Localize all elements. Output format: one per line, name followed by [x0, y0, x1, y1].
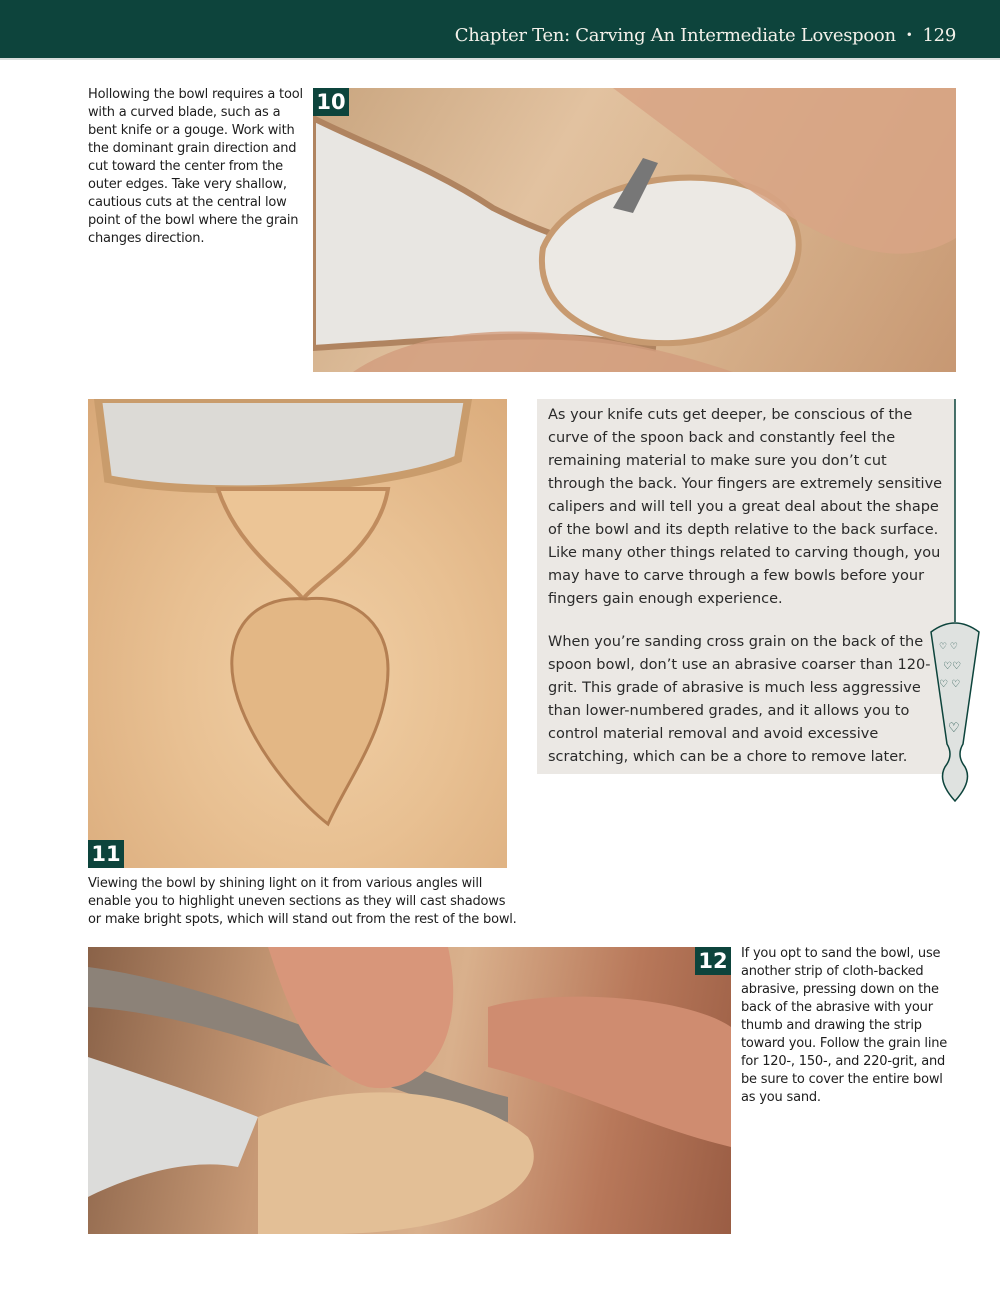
svg-text:♡♡: ♡♡: [943, 661, 961, 672]
page-header: [0, 0, 1000, 60]
svg-text:♡ ♡: ♡ ♡: [939, 642, 958, 652]
figure-10-caption: Hollowing the bowl requires a tool with a curved blade, such as a bent knife or a gouge. Work with the dominant grain direction and cut toward the center from the outer edges. Take very shallow, cautious cuts at the central low point of the bowl where the grain changes direction.: [88, 87, 303, 246]
sidebar-paragraph: When you’re sanding cross grain on the back of the spoon bowl, don’t use an abrasive coarser than 120-grit. This grade of abrasive is much less aggressive than lower-numbered grades, and it allows you to control material removal and avoid excessive scratching, which can be a chore to remove later.: [548, 634, 931, 765]
figure-12-number: 12: [695, 947, 731, 975]
lovespoon-ornament-icon: [925, 399, 985, 804]
figure-10-number: 10: [313, 88, 349, 116]
page-number: 129: [922, 25, 956, 46]
figure-10-photo: [313, 88, 956, 372]
figure-11-caption: Viewing the bowl by shining light on it from various angles will enable you to highlight uneven sections as they will cast shadows or make bright spots, which will stand out from the rest of the bowl.: [88, 876, 517, 927]
running-head: [455, 25, 956, 46]
figure-11-photo: [88, 399, 507, 868]
chapter-title: Chapter Ten: Carving An Intermediate Lovespoon: [454, 25, 896, 46]
sidebar-paragraph: As your knife cuts get deeper, be conscious of the curve of the spoon back and constantly feel the remaining material to make sure you don’t cut through the back. Your fingers are extremely sensitive calipers and will tell you a great deal about the shape of the bowl and its depth relative to the back surface. Like many other things related to carving though, you may have to carve through a few bowls before your fingers gain enough experience.: [548, 407, 943, 607]
carving-hands-illustration: [313, 88, 956, 372]
lovespoon-bowl-illustration: [88, 399, 507, 868]
bullet: •: [905, 28, 913, 42]
tip-sidebar: [537, 399, 955, 774]
svg-text:♡ ♡: ♡ ♡: [939, 679, 961, 690]
figure-12-photo: [88, 947, 731, 1234]
figure-11-number: 11: [88, 840, 124, 868]
figure-12-caption: If you opt to sand the bowl, use another strip of cloth-backed abrasive, pressing down on the back of the abrasive with your thumb and drawing the strip toward you. Follow the grain line for 120-, 150-, and 220-grit, and be sure to cover the entire bowl as you sand.: [741, 946, 948, 1105]
svg-text:♡: ♡: [948, 721, 960, 736]
sanding-hands-illustration: [88, 947, 731, 1234]
